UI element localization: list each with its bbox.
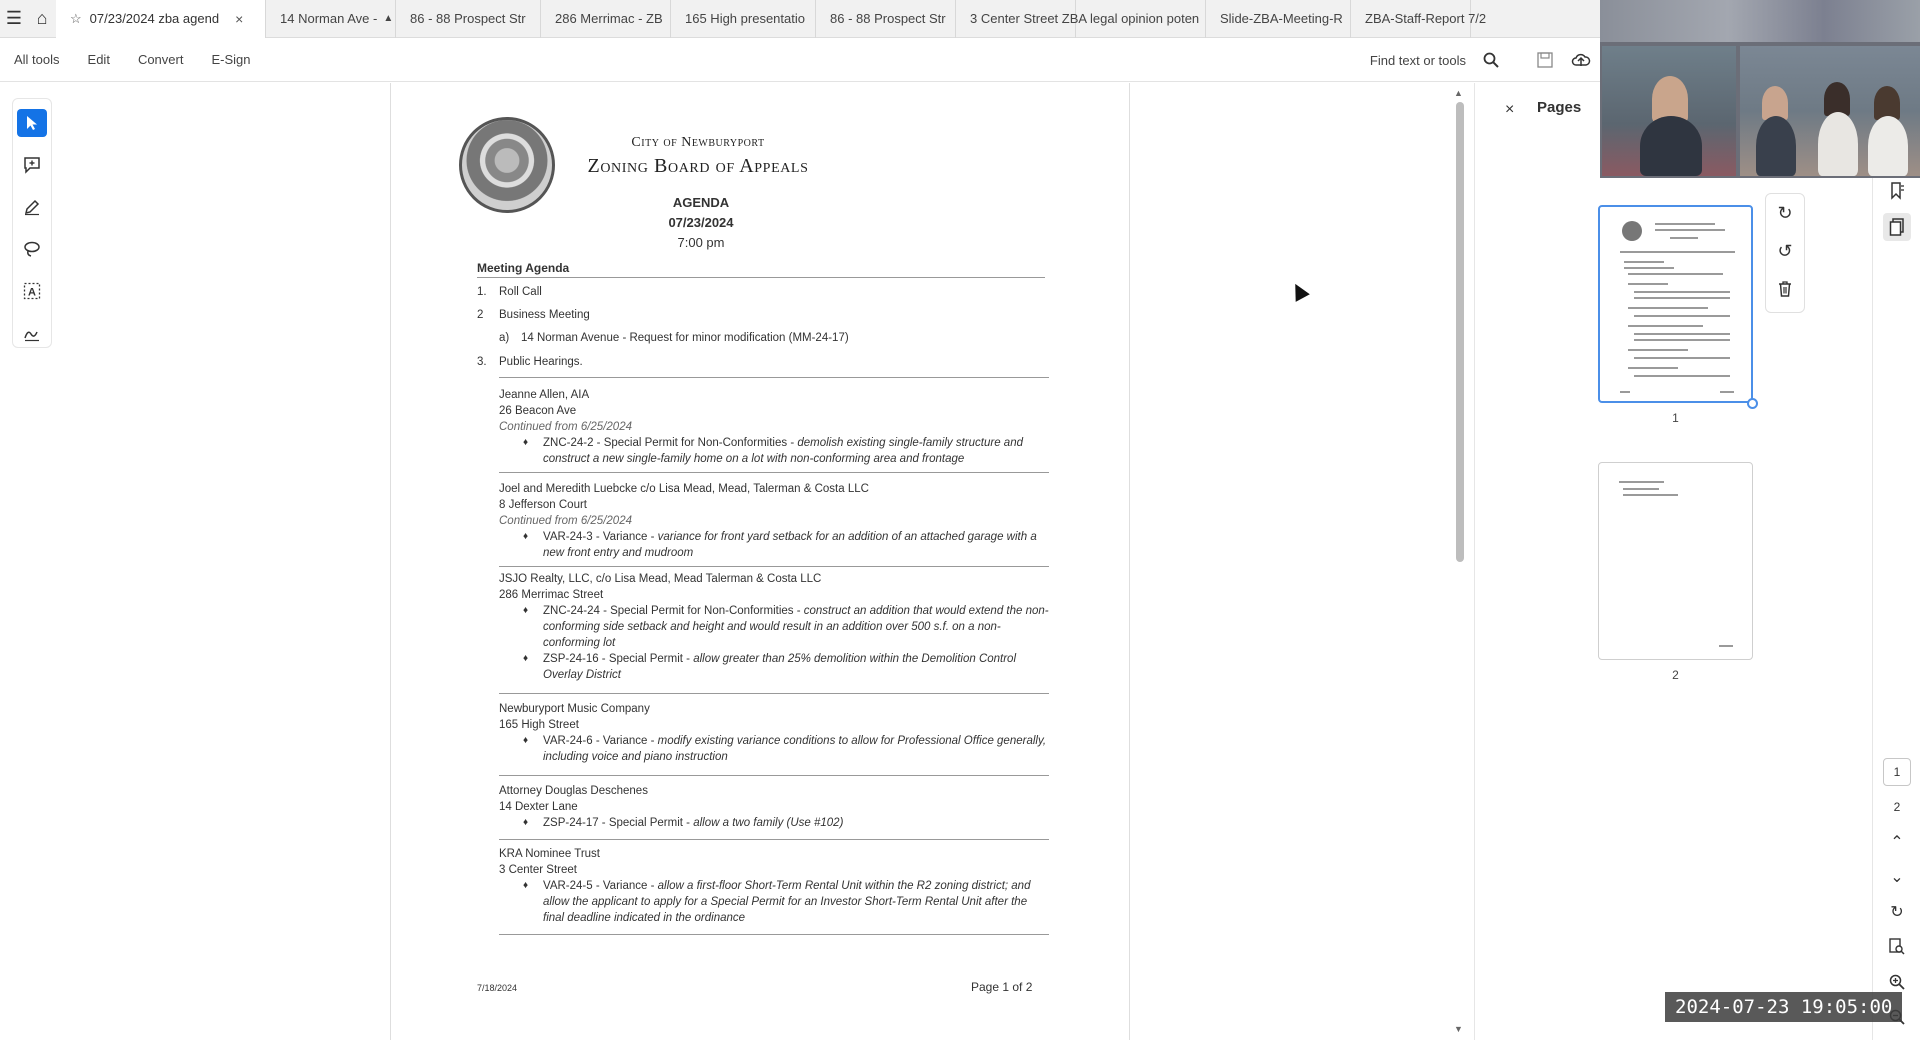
- rotate-counterclockwise-icon[interactable]: ↺: [1777, 241, 1793, 262]
- agenda-title: AGENDA: [672, 195, 730, 210]
- trash-icon[interactable]: [1777, 280, 1793, 303]
- footer-date: 7/18/2024: [477, 983, 518, 993]
- tab-bar: [0, 0, 1600, 38]
- applicant-name: Attorney Douglas Deschenes: [499, 785, 648, 797]
- tool-rail: [12, 98, 52, 348]
- tab-label: Slide-ZBA-Meeting-R: [1220, 11, 1343, 26]
- tab-label: legal opinion poten: [1090, 11, 1200, 26]
- right-tool-rail: [1872, 83, 1920, 1040]
- tab-label: 07/23/2024 zba agend: [89, 11, 220, 26]
- document-page: [390, 83, 1130, 1040]
- sign-icon[interactable]: [17, 319, 47, 347]
- text-select-icon[interactable]: [17, 277, 47, 305]
- tab-prospect-1[interactable]: [396, 0, 541, 38]
- thumbnail-actions: [1765, 193, 1805, 313]
- item-number: 1.: [477, 286, 487, 298]
- divider: [499, 693, 1049, 694]
- applicant-name: KRA Nominee Trust: [499, 848, 600, 860]
- scroll-down-icon[interactable]: ▼: [1454, 1024, 1463, 1034]
- select-tool-icon[interactable]: [17, 109, 47, 137]
- applicant-address: 3 Center Street: [499, 864, 577, 876]
- mouse-cursor: [1288, 280, 1310, 302]
- tab-label: 86 - 88 Prospect Str: [410, 11, 526, 26]
- request-code: ZSP-24-16 - Special Permit -: [543, 653, 690, 665]
- divider: [499, 377, 1049, 378]
- divider: [499, 934, 1049, 935]
- request-desc: modify existing variance conditions to allow for Professional Office generally, including voice and piano instruction: [543, 735, 1047, 763]
- applicant-address: 26 Beacon Ave: [499, 405, 577, 417]
- applicant-address: 14 Dexter Lane: [499, 801, 578, 813]
- pages-pane-title: Pages: [1537, 99, 1582, 116]
- applicant-address: 8 Jefferson Court: [499, 499, 588, 511]
- agenda-time: 7:00 pm: [677, 235, 725, 250]
- tab-prospect-2[interactable]: [816, 0, 956, 38]
- footer-page-number: Page 1 of 2: [971, 980, 1033, 994]
- page-thumbnail-2[interactable]: [1598, 462, 1753, 660]
- applicant-name: JSJO Realty, LLC, c/o Lisa Mead, Mead Talerman & Costa LLC: [499, 573, 822, 585]
- hearing-request: [499, 651, 1049, 683]
- request-code: ZSP-24-17 - Special Permit -: [543, 817, 690, 829]
- agenda-title-block: [641, 193, 761, 253]
- home-icon[interactable]: ⌂: [36, 8, 48, 28]
- video-room-view: [1600, 0, 1920, 42]
- svg-text:A: A: [28, 286, 36, 299]
- close-icon[interactable]: ×: [235, 10, 244, 27]
- save-icon[interactable]: [1534, 49, 1556, 71]
- pages-panel-icon[interactable]: [1883, 213, 1911, 241]
- request-code: VAR-24-3 - Variance -: [543, 531, 655, 543]
- city-seal-logo: [459, 117, 555, 213]
- scroll-up-icon[interactable]: ▲: [1454, 88, 1463, 98]
- page-search-icon[interactable]: [1883, 933, 1911, 961]
- chevron-up-icon[interactable]: ⌃: [1890, 834, 1904, 851]
- page-nav-current[interactable]: 1: [1883, 758, 1911, 786]
- item-norman-ave: 14 Norman Avenue - Request for minor modification (MM-24-17): [521, 332, 849, 344]
- hearing-request: [499, 878, 1049, 926]
- hearing-request: [499, 603, 1049, 651]
- request-code: VAR-24-5 - Variance -: [543, 880, 655, 892]
- item-roll-call: Roll Call: [499, 286, 542, 298]
- city-name: City of Newburyport: [631, 135, 765, 150]
- cloud-upload-icon[interactable]: [1570, 49, 1592, 71]
- applicant-name: Newburyport Music Company: [499, 703, 650, 715]
- hearing-request: [499, 733, 1049, 765]
- close-icon[interactable]: ×: [1505, 101, 1515, 118]
- tab-slide-zba[interactable]: [1206, 0, 1351, 38]
- request-desc: allow a first-floor Short-Term Rental Unit within the R2 zoning district; and allow the applicant to apply for a Special Permit for an Investor Short-Term Rental Unit after the final deadline indicated in the ordinance: [543, 880, 1031, 924]
- divider: [499, 472, 1049, 473]
- hearing-request: [499, 529, 1049, 561]
- divider: [499, 566, 1049, 567]
- meeting-heading: Meeting Agenda: [477, 261, 1045, 278]
- tab-zba-agenda[interactable]: [56, 0, 266, 38]
- page-thumbnail-label: 2: [1672, 668, 1679, 682]
- thumbnail-resize-handle[interactable]: [1747, 398, 1758, 409]
- chevron-down-icon[interactable]: ⌄: [1890, 869, 1904, 886]
- hearing-entry: [499, 571, 1049, 683]
- scrollbar-thumb[interactable]: [1456, 102, 1464, 562]
- request-desc: variance for front yard setback for an addition of an attached garage with a new front entry and mudroom: [543, 531, 1037, 559]
- chevron-up-icon: ▲: [383, 13, 394, 24]
- request-desc: construct an addition that would extend the non-conforming side setback and height and would result in an addition over 500 s.f. on a non-conforming lot: [543, 605, 1049, 649]
- lasso-icon[interactable]: [17, 235, 47, 263]
- menu-convert[interactable]: Convert: [137, 52, 184, 67]
- menu-bar: [0, 38, 1600, 82]
- continued-note: Continued from 6/25/2024: [499, 515, 632, 527]
- board-name: Zoning Board of Appeals: [587, 155, 809, 177]
- tab-label: 165 High presentatio: [685, 11, 805, 26]
- rotate-clockwise-icon[interactable]: ↻: [1777, 202, 1793, 223]
- hearing-entry: [499, 701, 1049, 765]
- document-header: [573, 135, 823, 178]
- hearing-request: [499, 815, 1049, 831]
- tab-norman-ave[interactable]: [266, 0, 396, 38]
- request-desc: demolish existing single-family structure and construct a new single-family home on a lot with non-conforming area and frontage: [543, 437, 1023, 465]
- pen-icon[interactable]: [17, 193, 47, 221]
- page-nav-item[interactable]: 2: [1893, 800, 1901, 814]
- request-code: ZNC-24-2 - Special Permit for Non-Conformities -: [543, 437, 795, 449]
- document-scrollbar[interactable]: [1452, 88, 1466, 1038]
- hearing-entry: [499, 846, 1049, 926]
- video-timestamp: 2024-07-23 19:05:00: [1665, 992, 1902, 1022]
- item-public-hearings: Public Hearings.: [499, 356, 583, 368]
- hearing-entry: [499, 783, 1049, 831]
- menu-right-group: [1370, 38, 1592, 82]
- request-desc: allow greater than 25% demolition within the Demolition Control Overlay District: [543, 653, 1017, 681]
- applicant-name: Joel and Meredith Luebcke c/o Lisa Mead, Mead, Talerman & Costa LLC: [499, 483, 869, 495]
- hearing-entry: [499, 387, 1049, 467]
- search-icon[interactable]: [1480, 49, 1502, 71]
- tab-staff-report[interactable]: [1351, 0, 1487, 38]
- request-desc: allow a two family (Use #102): [693, 817, 844, 829]
- page-thumbnail-label: 1: [1672, 411, 1679, 425]
- tab-legal-opinion[interactable]: [1076, 0, 1206, 38]
- refresh-icon[interactable]: ↻: [1890, 904, 1904, 921]
- bookmark-icon[interactable]: [1883, 177, 1911, 205]
- tab-center-street[interactable]: [956, 0, 1088, 38]
- divider: [499, 775, 1049, 776]
- item-number: 3.: [477, 356, 487, 368]
- menu-all-tools[interactable]: All tools: [14, 52, 60, 67]
- applicant-address: 165 High Street: [499, 719, 579, 731]
- tab-label: 86 - 88 Prospect Str: [830, 11, 946, 26]
- divider: [499, 839, 1049, 840]
- tab-label: 14 Norman Ave -: [280, 11, 378, 26]
- agenda-date: 07/23/2024: [668, 215, 734, 230]
- tab-label: 3 Center Street ZBA: [970, 11, 1088, 26]
- tab-high-presentation[interactable]: [671, 0, 816, 38]
- hearing-request: [499, 435, 1049, 467]
- menu-icon[interactable]: ☰: [5, 8, 23, 28]
- tab-label: ZBA-Staff-Report 7/2: [1365, 11, 1487, 26]
- item-number: 2: [477, 309, 484, 321]
- tab-label: 286 Merrimac - ZB: [555, 11, 663, 26]
- menu-esign[interactable]: E-Sign: [211, 52, 251, 67]
- pages-pane: [1474, 83, 1872, 1040]
- hearing-entry: [499, 481, 1049, 561]
- menu-edit[interactable]: Edit: [87, 52, 110, 67]
- applicant-address: 286 Merrimac Street: [499, 589, 604, 601]
- applicant-name: Jeanne Allen, AIA: [499, 389, 590, 401]
- video-audience-view: [1740, 46, 1920, 176]
- item-business-meeting: Business Meeting: [499, 309, 590, 321]
- request-code: ZNC-24-24 - Special Permit for Non-Conformities -: [543, 605, 801, 617]
- video-speaker-view: [1602, 46, 1736, 176]
- find-tools-label[interactable]: Find text or tools: [1369, 52, 1466, 68]
- item-number: a): [499, 332, 510, 344]
- page-thumbnail-1[interactable]: [1598, 205, 1753, 403]
- continued-note: Continued from 6/25/2024: [499, 421, 632, 433]
- star-icon[interactable]: ☆: [70, 10, 82, 26]
- video-feed-overlay: [1600, 0, 1920, 178]
- tab-merrimac[interactable]: [541, 0, 671, 38]
- comment-icon[interactable]: [17, 151, 47, 179]
- request-code: VAR-24-6 - Variance -: [543, 735, 655, 747]
